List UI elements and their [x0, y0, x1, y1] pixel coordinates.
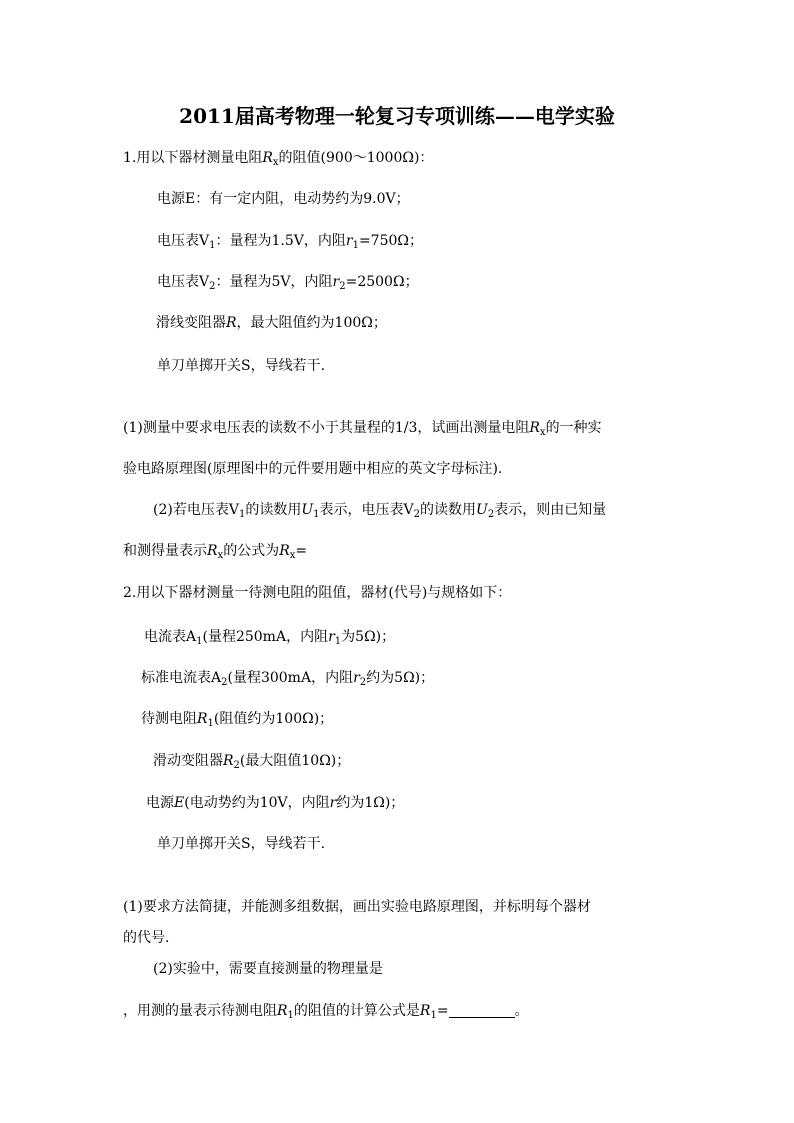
q1-part2-line2: 和测得量表示$R_x$的公式为$R_x=$ — [123, 543, 308, 561]
q1-item-rheostat: 滑线变阻器R，最大阻值约为100Ω； — [156, 315, 387, 331]
q2-item-source: 电源E(电动势约为10V，内阻r约为1Ω)； — [146, 795, 405, 811]
q1-item-voltmeter-1: 电压表$V_1$：量程为1.5V，内阻$r_1=750\Omega$； — [157, 233, 424, 251]
q1-intro: 1.用以下器材测量电阻$R_x$的阻值(900～1000Ω)： — [123, 150, 434, 168]
q2-item-resistor-1: 待测电阻$R_1$(阻值约为100Ω)； — [141, 711, 334, 729]
q2-item-ammeter-1: 电流表$A_1$(量程250mA，内阻$r_1$为5Ω)； — [144, 629, 396, 647]
q2-intro: 2.用以下器材测量一待测电阻的阻值，器材(代号)与规格如下： — [123, 585, 512, 601]
q1-item-source: 电源E：有一定内阻，电动势约为9.0V； — [157, 191, 410, 207]
q1-part1-line2: 验电路原理图(原理图中的元件要用题中相应的英文字母标注). — [123, 461, 503, 477]
q1-item-switch: 单刀单掷开关S，导线若干. — [157, 358, 326, 374]
answer-blank — [449, 1003, 515, 1018]
q1-item-voltmeter-2: 电压表$V_2$：量程为5V，内阻$r_2=2500\Omega$； — [157, 274, 419, 292]
q2-part2-line1: (2)实验中，需要直接测量的物理量是 — [153, 961, 383, 977]
q2-part1-line1: (1)要求方法简捷，并能测多组数据，画出实验电路原理图，并标明每个器材 — [123, 899, 591, 915]
page-title: 2011届高考物理一轮复习专项训练——电学实验 — [179, 104, 615, 128]
q2-part1-line2: 的代号. — [123, 930, 170, 946]
q1-part2-line1: (2)若电压表$V_1$的读数用$U_1$表示，电压表$V_2$的读数用$U_2$表示，则由已知量 — [153, 502, 607, 520]
q2-item-ammeter-2: 标准电流表$A_2$(量程300mA，内阻$r_2$约为5Ω)； — [141, 670, 435, 688]
q2-item-switch: 单刀单掷开关S，导线若干. — [157, 836, 326, 852]
q2-item-resistor-2: 滑动变阻器$R_2$(最大阻值10Ω)； — [153, 753, 351, 771]
q2-part2-line2: ，用测的量表示待测电阻$R_1$的阻值的计算公式是$R_1=$ 。 — [123, 1003, 529, 1021]
q1-part1-line1: (1)测量中要求电压表的读数不小于其量程的1/3，试画出测量电阻$R_x$的一种实 — [123, 420, 602, 438]
